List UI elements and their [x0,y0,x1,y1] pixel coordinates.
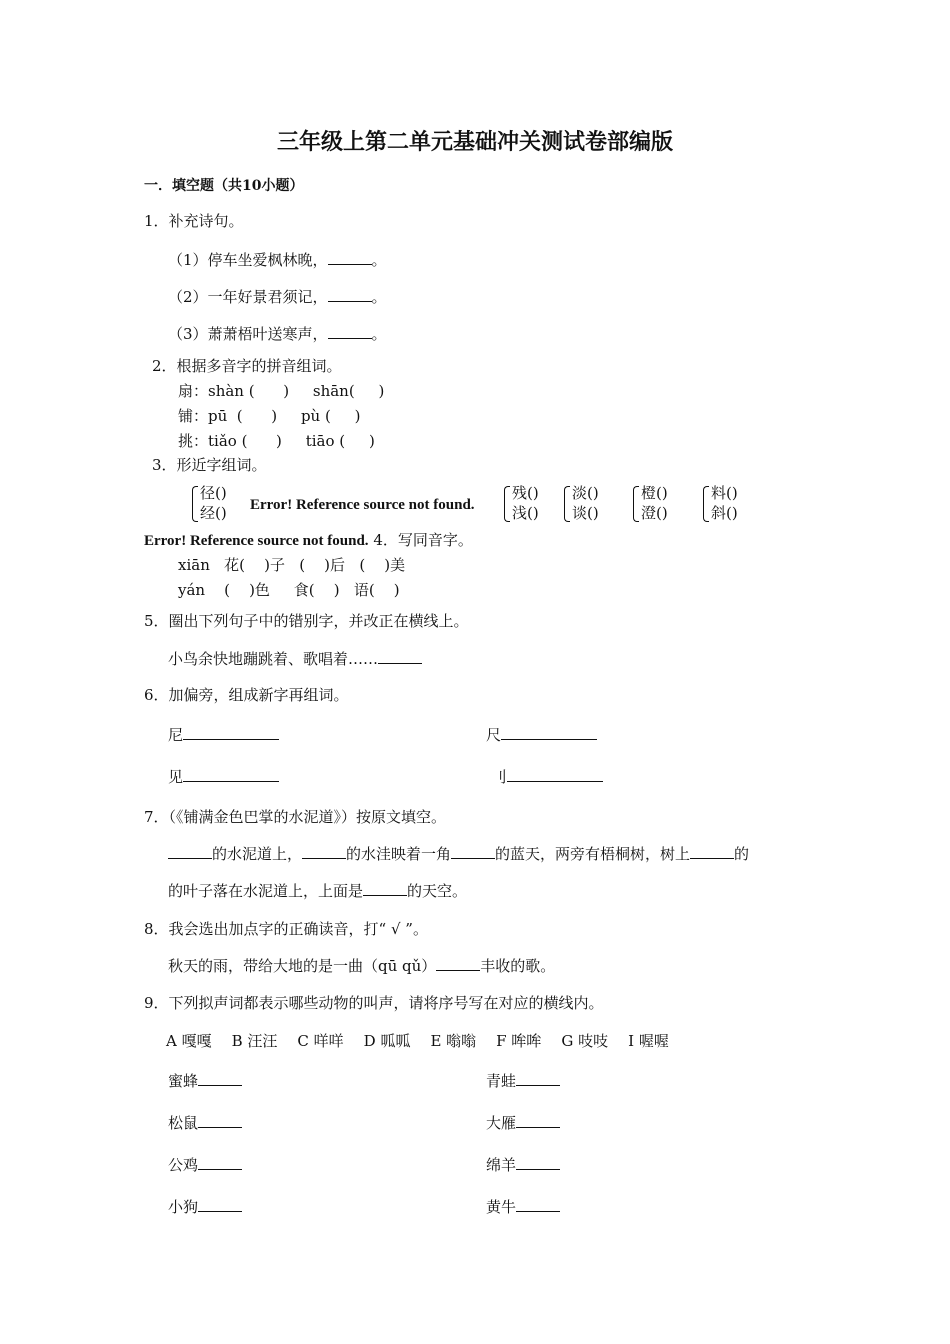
document-page: 三年级上第二单元基础冲关测试卷部编版 一．填空题（共10小题） 1．补充诗句。 （1）停车坐爱枫林晚， 。 （2）一年好景君须记， 。 （3）萧萧梧叶送寒声， 。 2．根据多音字的拼音组词。 扇：shàn ( ) shān( ) 铺：pū ( ) pù ( ) 挑：tiǎo ( ) tiāo ( ) 3．形近字组词。 径() 经() Error! Reference source not found. 残() 浅() 淡() 谈() 橙() 澄() 料() 斜() Error! Reference source not found. 4．写同音字。 xiān 花( )子 ( )后 ( )美 yán ( )色 食( ) 语( ) 5．圈出下列句子中的错别字，并改正在横线上。 小鸟余快地蹦跳着、歌唱着…… 6．加偏旁，组成新字再组词。 尼 尺 见 刂 7．（《铺满金色巴掌的水泥道》）按原文填空。 的水泥道上， 的水洼映着一角 的蓝天，两旁有梧桐树，树上 的 的叶子落在水泥道上，上面是 的天空。 8．我会选出加点字的正确读音，打“ √ ”。 秋天的雨，带给大地的是一曲（qū qǔ） 丰收的歌。 9．下列拟声词都表示哪些动物的叫声，请将序号写在对应的横线内。 A 嘎嘎 B 汪汪 C 咩咩 D 呱呱 E 嗡嗡 F 哞哞 G 吱吱 I 喔喔 蜜蜂 青蛙 松鼠 大雁 公鸡 绵羊 小狗 黄牛 [0,0,950,1344]
answer-blank[interactable] [363,881,407,896]
q2-stem: 2．根据多音字的拼音组词。 [152,357,342,375]
section-heading: 一．填空题（共10小题） [144,178,304,194]
q9-option: E 嗡嗡 [430,1032,477,1050]
page-title: 三年级上第二单元基础冲关测试卷部编版 [276,129,673,155]
answer-blank[interactable] [516,1113,560,1128]
q9-animal-left-3: 公鸡 [168,1155,242,1175]
answer-blank[interactable] [516,1071,560,1086]
q1-item-1-text: （1）停车坐爱枫林晚， [168,251,328,269]
q9-animal-left-2: 松鼠 [168,1113,242,1133]
q3-stem: 3．形近字组词。 [152,456,267,474]
answer-blank[interactable] [690,844,734,859]
q9-animal-right-1: 青蛙 [486,1071,560,1091]
q1-item-3: （3）萧萧梧叶送寒声， 。 [168,325,387,343]
q1-item-2: （2）一年好景君须记， 。 [168,288,387,306]
answer-blank[interactable] [198,1113,242,1128]
q2-row-2: 铺：pū ( ) pù ( ) [178,407,361,425]
answer-blank[interactable] [302,844,346,859]
q9-option: F 哞哞 [496,1032,542,1050]
answer-blank[interactable] [501,725,597,740]
q6-item-1: 尼 [168,725,279,745]
q1-item-3-text: （3）萧萧梧叶送寒声， [168,325,328,343]
answer-blank[interactable] [198,1197,242,1212]
q4-row-1: xiān 花( )子 ( )后 ( )美 [178,556,406,574]
q5-sentence: 小鸟余快地蹦跳着、歌唱着…… [168,650,379,668]
q8-stem: 8．我会选出加点字的正确读音，打“ √ ”。 [144,920,428,938]
answer-blank[interactable] [451,844,495,859]
q4-stem: 4．写同音字。 [368,531,473,549]
q1-item-1: （1）停车坐爱枫林晚， 。 [168,251,387,269]
answer-blank[interactable] [328,324,372,339]
q7-stem: 7．（《铺满金色巴掌的水泥道》）按原文填空。 [144,808,447,826]
answer-blank[interactable] [328,287,372,302]
q6-item-3: 见 [168,767,279,787]
q1-item-2-text: （2）一年好景君须记， [168,288,328,306]
answer-blank[interactable] [378,649,422,664]
q8-sentence-line: 秋天的雨，带给大地的是一曲（qū qǔ） 丰收的歌。 [168,957,556,975]
q3-error-text: Error! Reference source not found. [250,497,475,513]
answer-blank[interactable] [436,956,480,971]
q9-option: B 汪汪 [231,1032,278,1050]
q9-option: C 咩咩 [297,1032,344,1050]
q5-stem: 5．圈出下列句子中的错别字，并改正在横线上。 [144,612,469,630]
answer-blank[interactable] [516,1197,560,1212]
answer-blank[interactable] [328,250,372,265]
answer-blank[interactable] [198,1071,242,1086]
q9-option: G 吱吱 [561,1032,609,1050]
q5-sentence-line [168,649,422,669]
q7-line-1: 的水泥道上， 的水洼映着一角 的蓝天，两旁有梧桐树，树上 的 [168,844,749,864]
q4-line [144,530,473,551]
q9-animal-right-4: 黄牛 [486,1197,560,1217]
q9-stem: 9．下列拟声词都表示哪些动物的叫声，请将序号写在对应的横线内。 [144,994,604,1012]
q9-animal-left-4: 小狗 [168,1197,242,1217]
q9-option: I 喔喔 [628,1032,669,1050]
q1-stem: 1．补充诗句。 [144,212,244,230]
answer-blank[interactable] [183,767,279,782]
answer-blank[interactable] [198,1155,242,1170]
q2-row-1: 扇：shàn ( ) shān( ) [178,382,385,400]
q4-row-2: yán ( )色 食( ) 语( ) [178,581,400,599]
q7-line-2: 的叶子落在水泥道上，上面是 的天空。 [168,882,468,900]
q9-options [166,1031,669,1051]
answer-blank[interactable] [507,767,603,782]
q9-option: A 嘎嘎 [166,1032,212,1050]
q4-error-text: Error! Reference source not found. [144,533,369,549]
q6-item-2: 尺 [486,725,597,745]
q9-animal-left-1: 蜜蜂 [168,1071,242,1091]
q6-stem: 6．加偏旁，组成新字再组词。 [144,686,349,704]
q9-animal-right-3: 绵羊 [486,1155,560,1175]
q9-option: D 呱呱 [363,1032,411,1050]
q9-animal-right-2: 大雁 [486,1113,560,1133]
q6-item-4: 刂 [492,767,603,787]
answer-blank[interactable] [516,1155,560,1170]
answer-blank[interactable] [168,844,212,859]
q2-row-3: 挑：tiǎo ( ) tiāo ( ) [178,432,375,450]
answer-blank[interactable] [183,725,279,740]
